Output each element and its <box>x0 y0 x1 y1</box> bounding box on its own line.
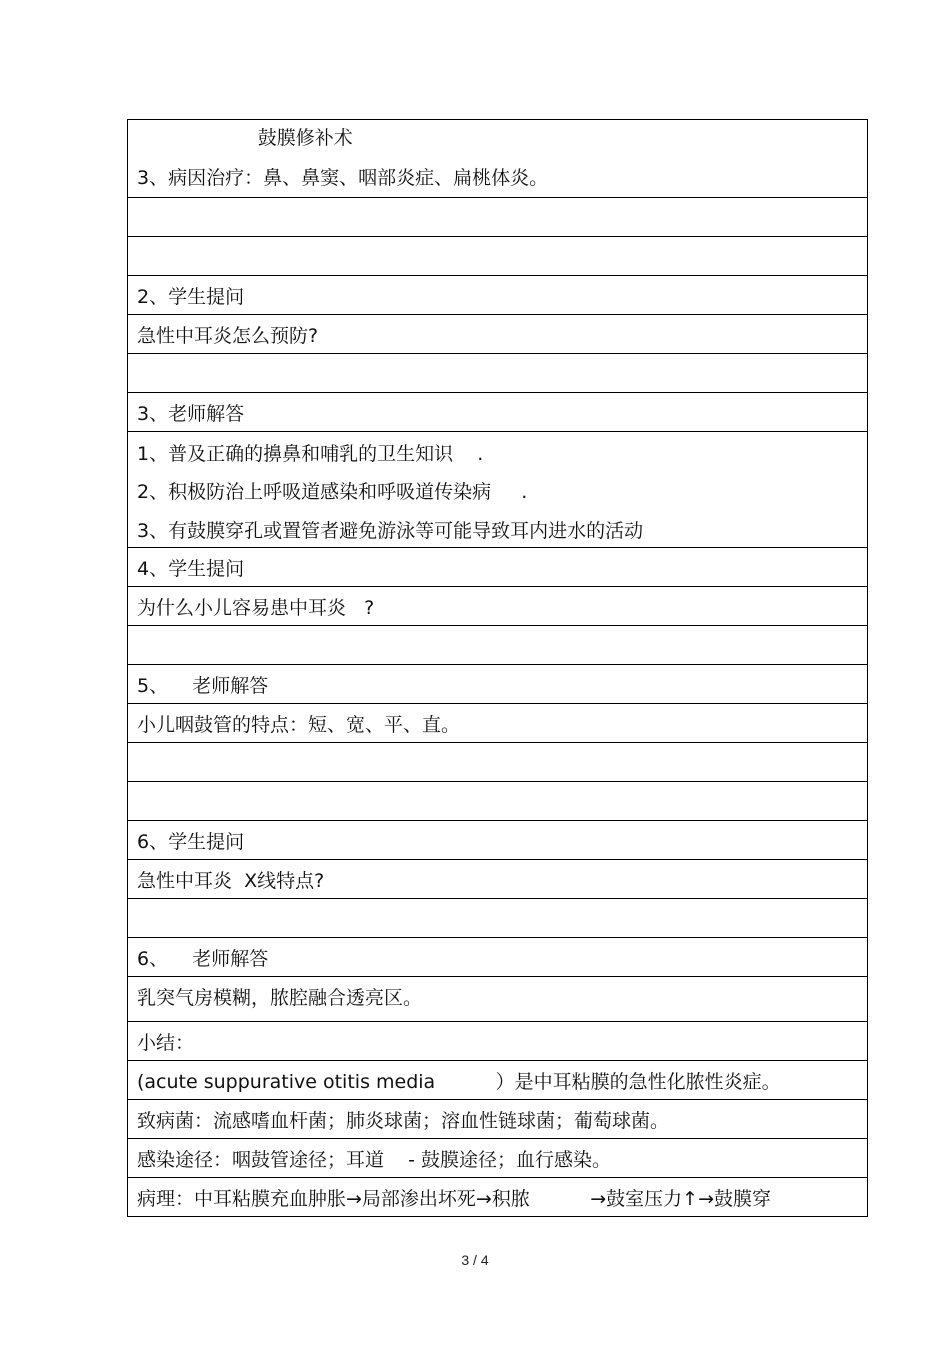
table-row <box>128 820 867 859</box>
row-text: 2、积极防治上呼吸道感染和呼吸道传染病 . <box>137 481 528 503</box>
row-text: 鼓膜修补术 <box>137 127 353 149</box>
table-row <box>128 781 867 820</box>
table-row <box>128 547 867 586</box>
row-text: 乳突气房模糊，脓腔融合透亮区。 <box>137 987 423 1009</box>
table-row <box>128 703 867 742</box>
table-row <box>128 1177 867 1216</box>
row-text: 3、老师解答 <box>137 403 245 425</box>
table-row <box>128 625 867 664</box>
table-row <box>128 197 867 236</box>
row-text: 3、病因治疗：鼻、鼻窦、咽部炎症、扁桃体炎。 <box>137 167 549 189</box>
table-row <box>128 976 867 1021</box>
row-text: 病理：中耳粘膜充血肿胀→局部渗出坏死→积脓 →鼓室压力↑→鼓膜穿 <box>137 1188 771 1210</box>
table-row <box>128 898 867 937</box>
row-text: 6、 老师解答 <box>137 948 269 970</box>
table-row <box>128 1138 867 1177</box>
table-row <box>128 120 867 197</box>
table-row <box>128 664 867 703</box>
row-text: 为什么小儿容易患中耳炎 ? <box>137 597 375 619</box>
row-text: 感染途径：咽鼓管途径；耳道 - 鼓膜途径；血行感染。 <box>137 1149 612 1171</box>
row-text: 急性中耳炎 X线特点? <box>137 870 325 892</box>
row-text: 2、学生提问 <box>137 286 245 308</box>
row-text: 5、 老师解答 <box>137 675 269 697</box>
row-text: 致病菌：流感嗜血杆菌；肺炎球菌；溶血性链球菌；葡萄球菌。 <box>137 1110 670 1132</box>
table-row <box>128 937 867 976</box>
row-text: (acute suppurative otitis media ）是中耳粘膜的急性化脓性炎症。 <box>137 1071 781 1093</box>
table-row <box>128 236 867 275</box>
page-number: 3 / 4 <box>461 1252 489 1268</box>
table-row <box>128 859 867 898</box>
table-row <box>128 353 867 392</box>
row-text: 1、普及正确的擤鼻和哺乳的卫生知识 . <box>137 443 484 465</box>
table-row <box>128 586 867 625</box>
table-row <box>128 314 867 353</box>
table-row <box>128 431 867 547</box>
row-text: 3、有鼓膜穿孔或置管者避免游泳等可能导致耳内进水的活动 <box>137 520 644 542</box>
row-text: 4、学生提问 <box>137 558 245 580</box>
table-row <box>128 1099 867 1138</box>
row-text: 小儿咽鼓管的特点：短、宽、平、直。 <box>137 714 461 736</box>
table-row <box>128 392 867 431</box>
table-row <box>128 1060 867 1099</box>
row-text: 急性中耳炎怎么预防? <box>137 325 319 347</box>
row-text: 6、学生提问 <box>137 831 245 853</box>
document-table <box>127 119 868 1217</box>
table-row <box>128 275 867 314</box>
table-row <box>128 1021 867 1060</box>
row-text: 小结： <box>137 1032 195 1054</box>
table-row <box>128 742 867 781</box>
